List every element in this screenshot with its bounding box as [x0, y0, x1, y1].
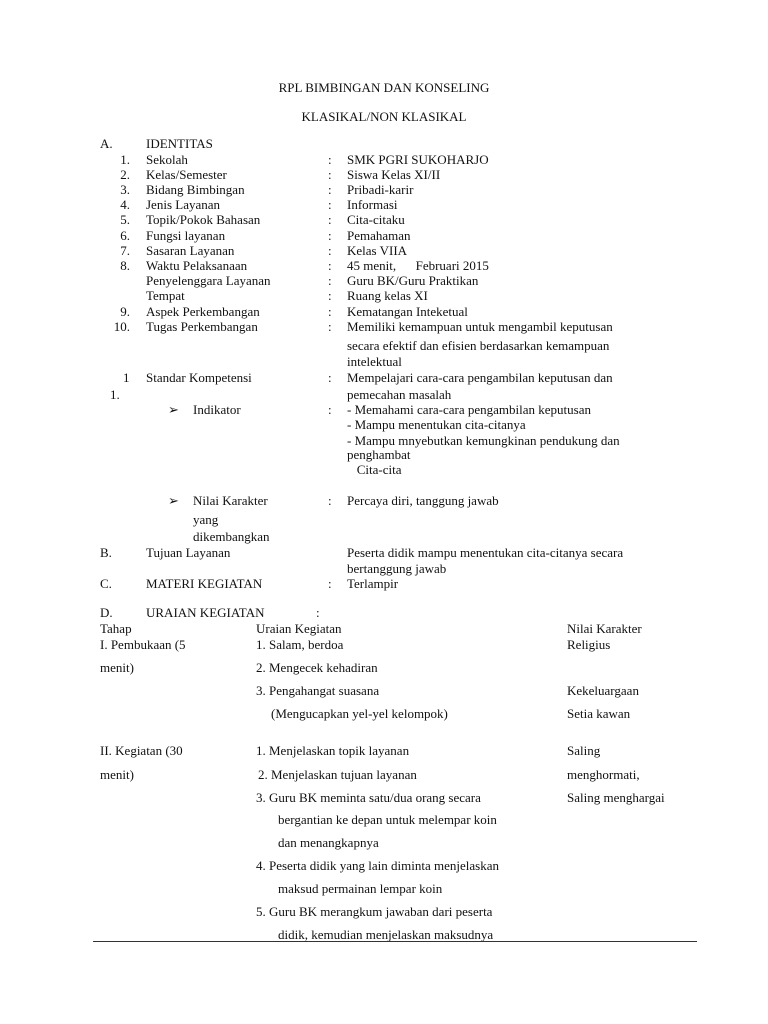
identity-label: Sekolah	[146, 152, 188, 167]
identity-label: Tugas Perkembangan	[146, 319, 258, 334]
section-c-colon: :	[328, 576, 332, 591]
page-divider	[93, 941, 697, 942]
section-d-label: URAIAN KEGIATAN	[146, 605, 265, 620]
identity-num: 9.	[120, 304, 130, 319]
identity-label: Bidang Bimbingan	[146, 182, 245, 197]
identity-colon: :	[328, 258, 332, 273]
character-value: Saling	[567, 743, 601, 758]
identity-value: Ruang kelas XI	[347, 288, 428, 303]
identity-value: Kematangan Inteketual	[347, 304, 468, 319]
identity-value: Memiliki kemampuan untuk mengambil keputusan	[347, 319, 613, 334]
identity-label: Waktu Pelaksanaan	[146, 258, 248, 273]
activity-item: 2. Mengecek kehadiran	[256, 660, 378, 675]
identity-label: Fungsi layanan	[146, 228, 226, 243]
col-header-uraian: Uraian Kegiatan	[256, 621, 342, 636]
nilai-karakter-colon: :	[328, 493, 332, 508]
sk-value: Mempelajari cara-cara pengambilan keputusan dan	[347, 370, 613, 385]
identity-value: Kelas VIIA	[347, 243, 408, 258]
identity-label: Kelas/Semester	[146, 167, 227, 182]
identity-colon: :	[328, 273, 332, 288]
indikator-label: Indikator	[193, 402, 241, 417]
activity-item-cont: didik, kemudian menjelaskan maksudnya	[278, 927, 494, 942]
activity-item-cont: maksud permainan lempar koin	[278, 881, 443, 896]
indikator-item: - Memahami cara-cara pengambilan keputusan	[347, 402, 591, 417]
identity-value: Pribadi-karir	[347, 182, 414, 197]
arrow-bullet-icon: ➢	[168, 402, 179, 417]
section-b-label: Tujuan Layanan	[146, 545, 231, 560]
identity-num: 7.	[120, 243, 130, 258]
identity-label: Aspek Perkembangan	[146, 304, 260, 319]
identity-colon: :	[328, 243, 332, 258]
section-d-letter: D.	[100, 605, 113, 620]
sk-number-suffix: 1.	[110, 387, 120, 402]
stage-title: I. Pembukaan (5	[100, 637, 186, 652]
indikator-item-cont: Cita-cita	[347, 462, 402, 477]
activity-item-cont: dan menangkapnya	[278, 835, 379, 850]
doc-subtitle: KLASIKAL/NON KLASIKAL	[301, 109, 467, 124]
nilai-karakter-label: yang	[193, 512, 219, 527]
section-a-letter: A.	[100, 136, 113, 151]
identity-label: Sasaran Layanan	[146, 243, 235, 258]
activity-item: 3. Guru BK meminta satu/dua orang secara	[256, 790, 481, 805]
identity-value: SMK PGRI SUKOHARJO	[347, 152, 489, 167]
identity-label: Penyelenggara Layanan	[146, 273, 271, 288]
section-d-colon: :	[316, 605, 320, 620]
section-c-value: Terlampir	[347, 576, 399, 591]
nilai-karakter-label: Nilai Karakter	[193, 493, 268, 508]
identity-value: Cita-citaku	[347, 212, 405, 227]
identity-colon: :	[328, 319, 332, 334]
section-c-label: MATERI KEGIATAN	[146, 576, 263, 591]
identity-label: Tempat	[146, 288, 185, 303]
identity-value: Informasi	[347, 197, 398, 212]
activity-item: 2. Menjelaskan tujuan layanan	[258, 767, 417, 782]
indikator-item: - Mampu menentukan cita-citanya	[347, 417, 526, 432]
sk-value-cont: pemecahan masalah	[347, 387, 452, 402]
identity-colon: :	[328, 304, 332, 319]
identity-colon: :	[328, 197, 332, 212]
character-value: Setia kawan	[567, 706, 631, 721]
character-value: menghormati,	[567, 767, 640, 782]
activity-item: 1. Salam, berdoa	[256, 637, 344, 652]
activity-note: (Mengucapkan yel-yel kelompok)	[271, 706, 448, 721]
identity-colon: :	[328, 288, 332, 303]
identity-colon: :	[328, 167, 332, 182]
tugas-continuation: intelektual	[347, 354, 402, 369]
identity-num: 6.	[120, 228, 130, 243]
nilai-karakter-value: Percaya diri, tanggung jawab	[347, 493, 499, 508]
nilai-karakter-label: dikembangkan	[193, 529, 270, 544]
indikator-item: - Mampu mnyebutkan kemungkinan pendukung dan	[347, 433, 620, 448]
activity-item-cont: bergantian ke depan untuk melempar koin	[278, 812, 497, 827]
activity-item: 3. Pengahangat suasana	[256, 683, 380, 698]
character-value: Religius	[567, 637, 611, 652]
identity-num: 1.	[120, 152, 130, 167]
stage-title: II. Kegiatan (30	[100, 743, 183, 758]
identity-value: Siswa Kelas XI/II	[347, 167, 441, 182]
indikator-item-cont: penghambat	[347, 447, 411, 462]
stage-title-cont: menit)	[100, 660, 134, 675]
identity-num: 4.	[120, 197, 130, 212]
section-b-letter: B.	[100, 545, 112, 560]
tugas-continuation: secara efektif dan efisien berdasarkan kemampuan	[347, 338, 610, 353]
identity-num: 3.	[120, 182, 130, 197]
identity-colon: :	[328, 182, 332, 197]
sk-colon: :	[328, 370, 332, 385]
activity-item: 1. Menjelaskan topik layanan	[256, 743, 410, 758]
section-c-letter: C.	[100, 576, 112, 591]
section-b-value-cont: bertanggung jawab	[347, 561, 447, 576]
arrow-bullet-icon: ➢	[168, 493, 179, 508]
identity-num: 2.	[120, 167, 130, 182]
indikator-colon: :	[328, 402, 332, 417]
doc-title: RPL BIMBINGAN DAN KONSELING	[278, 80, 490, 95]
sk-label: Standar Kompetensi	[146, 370, 252, 385]
character-value: Kekeluargaan	[567, 683, 639, 698]
identity-label: Topik/Pokok Bahasan	[146, 212, 261, 227]
col-header-tahap: Tahap	[100, 621, 132, 636]
identity-value: Guru BK/Guru Praktikan	[347, 273, 479, 288]
character-value: Saling menghargai	[567, 790, 665, 805]
section-a-heading: IDENTITAS	[146, 136, 213, 151]
identity-num: 5.	[120, 212, 130, 227]
identity-label: Jenis Layanan	[146, 197, 221, 212]
identity-colon: :	[328, 152, 332, 167]
identity-colon: :	[328, 228, 332, 243]
identity-value: Pemahaman	[347, 228, 411, 243]
activity-item: 5. Guru BK merangkum jawaban dari peserta	[256, 904, 493, 919]
stage-title-cont: menit)	[100, 767, 134, 782]
section-b-value: Peserta didik mampu menentukan cita-citanya secara	[347, 545, 624, 560]
activity-item: 4. Peserta didik yang lain diminta menjelaskan	[256, 858, 499, 873]
identity-value: 45 menit, Februari 2015	[347, 258, 489, 273]
col-header-nilai: Nilai Karakter	[567, 621, 642, 636]
sk-number: 1	[123, 370, 130, 385]
identity-num: 8.	[120, 258, 130, 273]
identity-colon: :	[328, 212, 332, 227]
identity-num: 10.	[113, 319, 130, 334]
